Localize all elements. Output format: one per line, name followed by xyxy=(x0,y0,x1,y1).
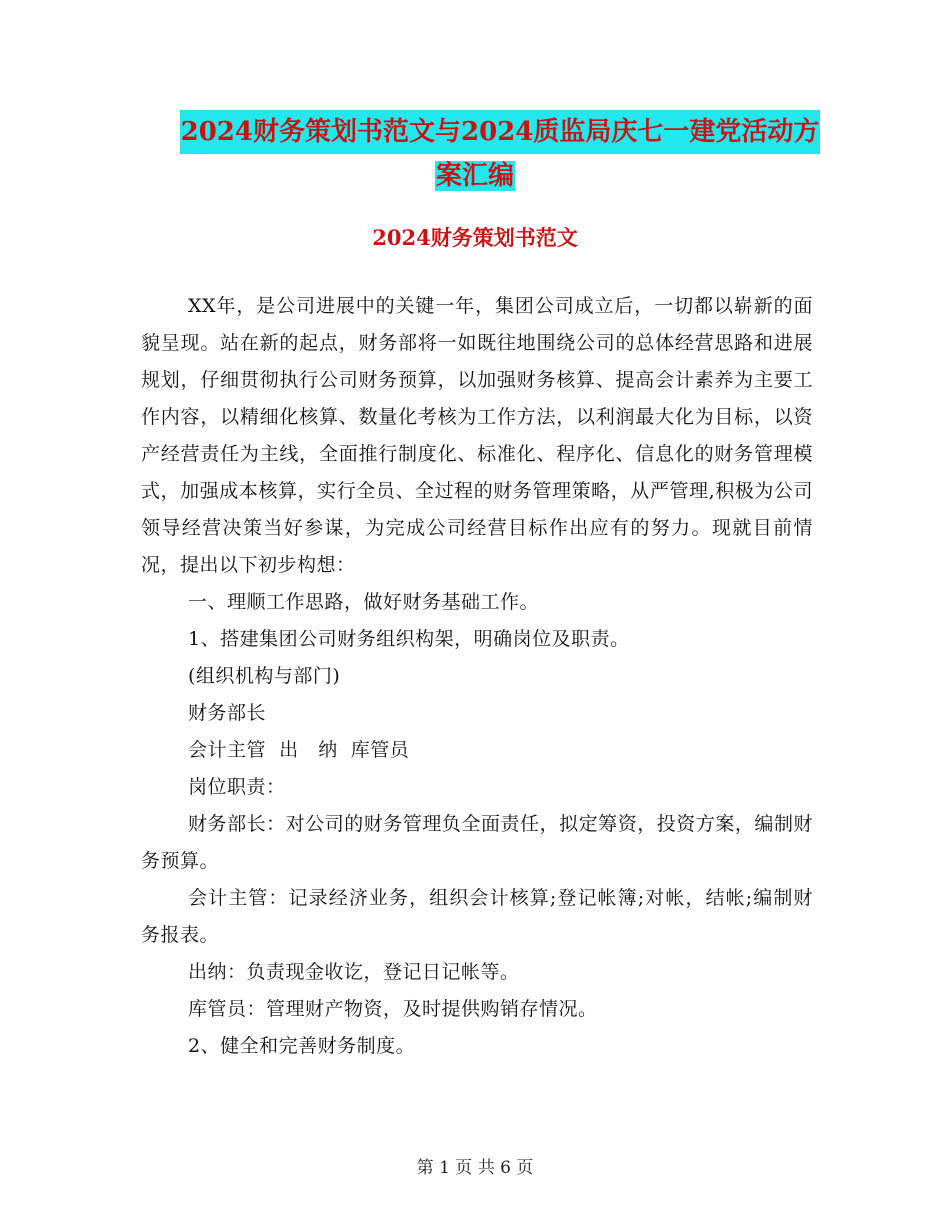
paragraph-item-2: 2、健全和完善财务制度。 xyxy=(188,1035,416,1057)
paragraph-duty-accounting: 会计主管：记录经济业务，组织会计核算;登记帐簿;对帐，结帐;编制财务报表。 xyxy=(141,887,813,946)
section-title: 2024财务策划书范文 xyxy=(372,225,578,250)
title-line-1: 2024财务策划书范文与2024质监局庆七一建党活动方 xyxy=(180,110,821,154)
paragraph-finance-head: 财务部长 xyxy=(188,702,267,724)
paragraph-item-1: 1、搭建集团公司财务组织构架，明确岗位及职责。 xyxy=(188,628,630,650)
document-title xyxy=(0,110,950,198)
paragraph-duty-storekeeper: 库管员：管理财产物资，及时提供购销存情况。 xyxy=(188,998,598,1020)
title-line-2: 案汇编 xyxy=(435,161,514,191)
paragraph-org-note: (组织机构与部门) xyxy=(188,665,341,687)
document-body xyxy=(141,288,813,1065)
paragraph-roles: 会计主管 出 纳 库管员 xyxy=(188,739,410,761)
paragraph-duties-label: 岗位职责： xyxy=(188,776,286,798)
paragraph-duty-head: 财务部长：对公司的财务管理负全面责任，拟定筹资，投资方案，编制财务预算。 xyxy=(141,813,813,872)
paragraph-heading-1: 一、理顺工作思路，做好财务基础工作。 xyxy=(188,591,540,613)
page-footer: 第 1 页 共 6 页 xyxy=(416,1158,534,1178)
paragraph-duty-cashier: 出纳：负责现金收讫，登记日记帐等。 xyxy=(188,961,520,983)
paragraph-intro: XX年，是公司进展中的关键一年，集团公司成立后，一切都以崭新的面貌呈现。站在新的起点，财务部将一如既往地围绕公司的总体经营思路和进展规划，仔细贯彻执行公司财务预算，以加强财务核算、提高会计素养为主要工作内容，以精细化核算、数量化考核为工作方法，以利润最大化为目标，以资产经营责任为主线，全面推行制度化、标准化、程序化、信息化的财务管理模式，加强成本核算，实行全员、全过程的财务管理策略，从严管理,积极为公司领导经营决策当好参谋，为完成公司经营目标作出应有的努力。现就目前情况，提出以下初步构想： xyxy=(141,295,813,576)
